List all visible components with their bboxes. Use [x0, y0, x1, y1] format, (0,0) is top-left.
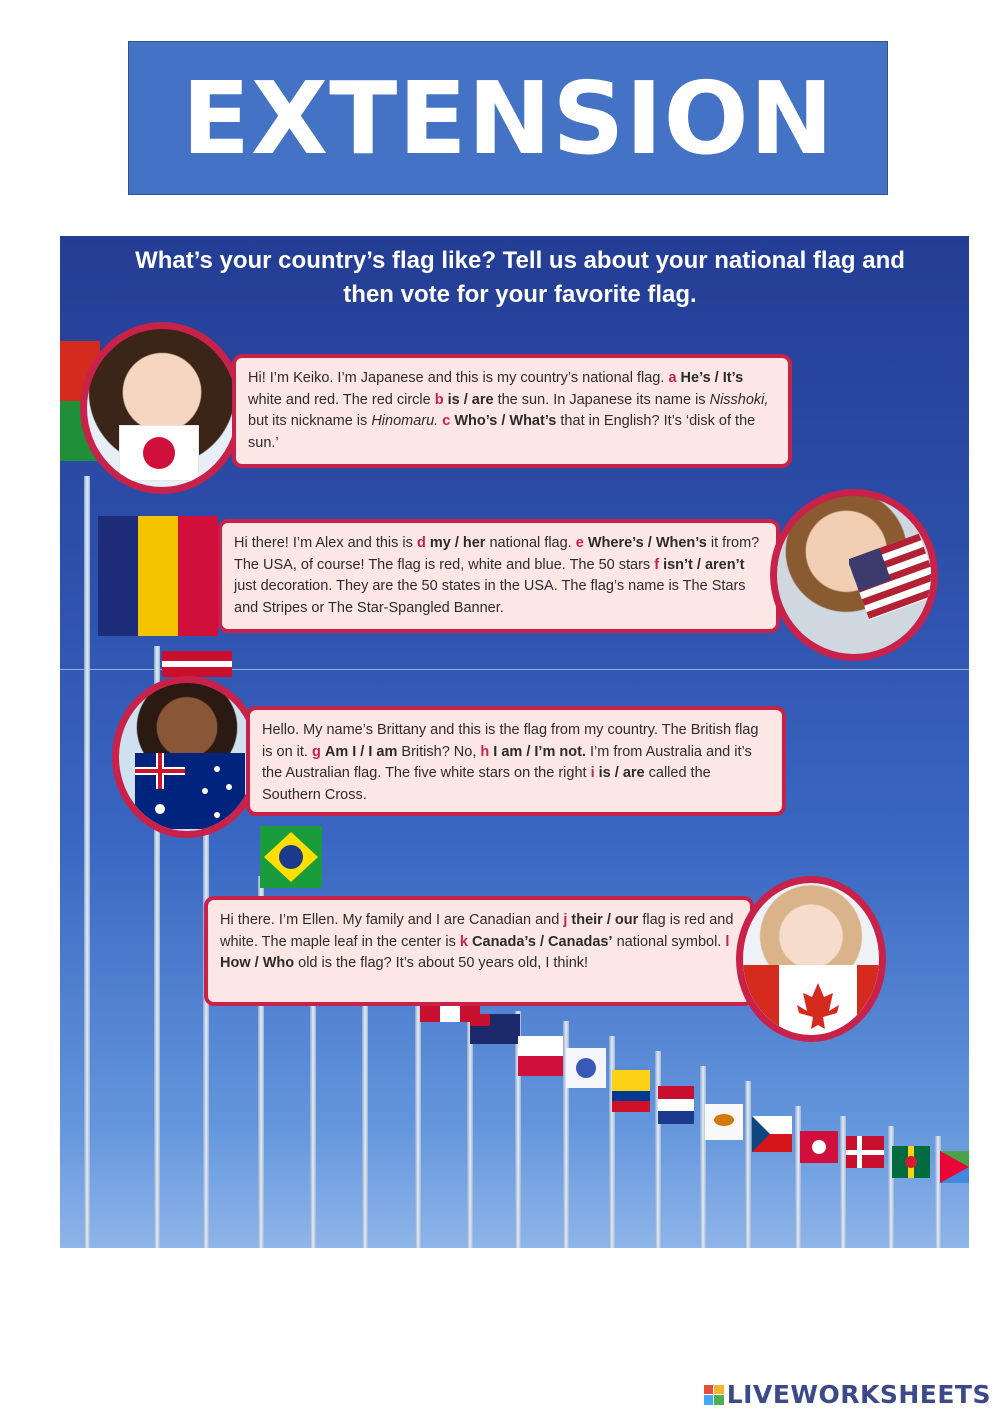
item-letter: l	[725, 933, 730, 950]
keiko-photo	[80, 322, 244, 494]
brittany-photo	[112, 676, 262, 838]
item-letter: f	[654, 556, 660, 573]
answer-choice-i[interactable]: is / are	[598, 765, 645, 781]
bubble-text: Hi there. I’m Ellen. My family and I are Canadian and	[220, 912, 560, 928]
flag-brazil	[260, 826, 322, 888]
bubble-text: Hinomaru.	[371, 413, 439, 429]
flag-czech	[752, 1116, 792, 1152]
bubble-text: Hi there! I’m Alex and this is	[234, 535, 413, 551]
flag-colombia	[612, 1070, 650, 1112]
alex-photo	[770, 489, 938, 661]
brand-name: LIVEWORKSHEETS	[726, 1380, 991, 1409]
answer-choice-k[interactable]: Canada’s / Canadas’	[472, 933, 613, 950]
item-letter: a	[668, 370, 677, 386]
item-letter: i	[590, 765, 595, 781]
flag-dominica	[892, 1146, 930, 1178]
flagpole	[84, 476, 90, 1248]
bubble-text: flag is red and white. The maple leaf in the center is	[220, 912, 734, 950]
usa-flag-icon	[849, 532, 933, 628]
flag-denmark	[846, 1136, 884, 1168]
bubble-text: Hello. My name’s Brittany and this is the flag from my country. The British flag is on it.	[262, 722, 759, 760]
bubble-text: just decoration. They are the 50 states in the USA. The flag’s name is The Stars and Stripes or The Star-Spangled Banner.	[234, 578, 746, 616]
australia-flag-icon	[135, 753, 245, 829]
item-letter: k	[459, 933, 468, 950]
bubble-text: national symbol.	[616, 933, 722, 950]
ellen-speech-bubble	[204, 896, 754, 1006]
answer-choice-b[interactable]: is / are	[447, 391, 494, 408]
answer-choice-h[interactable]: I am / I’m not.	[493, 743, 586, 760]
bubble-text: Hi! I’m Keiko. I’m Japanese and this is my country’s national flag.	[248, 370, 665, 386]
flagpole	[888, 1126, 894, 1248]
flagpole	[362, 996, 368, 1248]
flag-small	[800, 1131, 838, 1163]
flags-illustration	[60, 236, 969, 1248]
brittany-speech-bubble	[246, 706, 786, 816]
flag-small	[658, 1086, 694, 1124]
bubble-text: but its nickname is	[248, 413, 368, 429]
intro-heading: What’s your country’s flag like? Tell us about your national flag and then vote for your favorite flag.	[135, 247, 905, 308]
title-banner	[128, 41, 888, 195]
flagpole	[203, 796, 209, 1248]
item-letter: g	[311, 743, 321, 760]
answer-choice-a[interactable]: He’s / It’s	[680, 370, 744, 386]
bubble-text: Nisshoki,	[709, 391, 769, 408]
bubble-text: called the Southern Cross.	[262, 765, 711, 803]
japan-flag-icon	[119, 425, 199, 481]
bubble-text: that in English? It’s ‘disk of the sun.’	[248, 413, 756, 451]
flagpole	[745, 1081, 751, 1248]
answer-choice-c[interactable]: Who’s / What’s	[454, 413, 557, 429]
keiko-speech-bubble	[232, 354, 792, 468]
item-letter: b	[434, 391, 444, 408]
bubble-text: it from? The USA, of course! The flag is red, white and blue. The 50 stars	[234, 535, 760, 573]
flagpole	[310, 976, 316, 1248]
bubble-text: British? No,	[401, 743, 477, 760]
flag-romania	[98, 516, 218, 636]
flagpole	[655, 1051, 661, 1248]
answer-choice-f[interactable]: isn’t / aren’t	[663, 556, 745, 573]
flagpole	[609, 1036, 615, 1248]
item-letter: e	[575, 535, 584, 551]
bubble-text: I’m from Australia and it’s the Australian flag. The five white stars on the right	[262, 743, 752, 781]
item-letter: h	[480, 743, 490, 760]
answer-choice-j[interactable]: their / our	[571, 912, 639, 928]
bubble-text: national flag.	[489, 535, 572, 551]
flag-small	[518, 1036, 563, 1076]
flagpole	[415, 1006, 421, 1248]
flag-small	[566, 1048, 606, 1088]
item-letter: c	[442, 413, 451, 429]
flagpole	[700, 1066, 706, 1248]
item-letter: d	[416, 535, 426, 551]
bubble-text: old is the flag? It’s about 50 years old, I think!	[298, 955, 589, 971]
answer-choice-d[interactable]: my / her	[429, 535, 486, 551]
flag-eritrea	[940, 1151, 969, 1183]
bubble-text: the sun. In Japanese its name is	[497, 391, 706, 408]
brand-watermark	[704, 1380, 991, 1409]
bubble-text: white and red. The red circle	[248, 391, 431, 408]
flag-cyprus	[705, 1104, 743, 1140]
alex-speech-bubble	[218, 519, 780, 633]
flag-uk-partial	[162, 651, 232, 677]
answer-choice-g[interactable]: Am I / I am	[324, 743, 398, 760]
flagpole	[795, 1106, 801, 1248]
flag-small	[470, 1014, 520, 1044]
canada-flag-icon	[743, 965, 886, 1042]
item-letter: j	[563, 912, 568, 928]
liveworksheets-logo-icon	[704, 1385, 724, 1405]
answer-choice-e[interactable]: Where’s / When’s	[587, 535, 707, 551]
page-title: EXTENSION	[181, 59, 835, 177]
ellen-photo	[736, 876, 886, 1042]
answer-choice-l[interactable]: How / Who	[220, 955, 295, 971]
